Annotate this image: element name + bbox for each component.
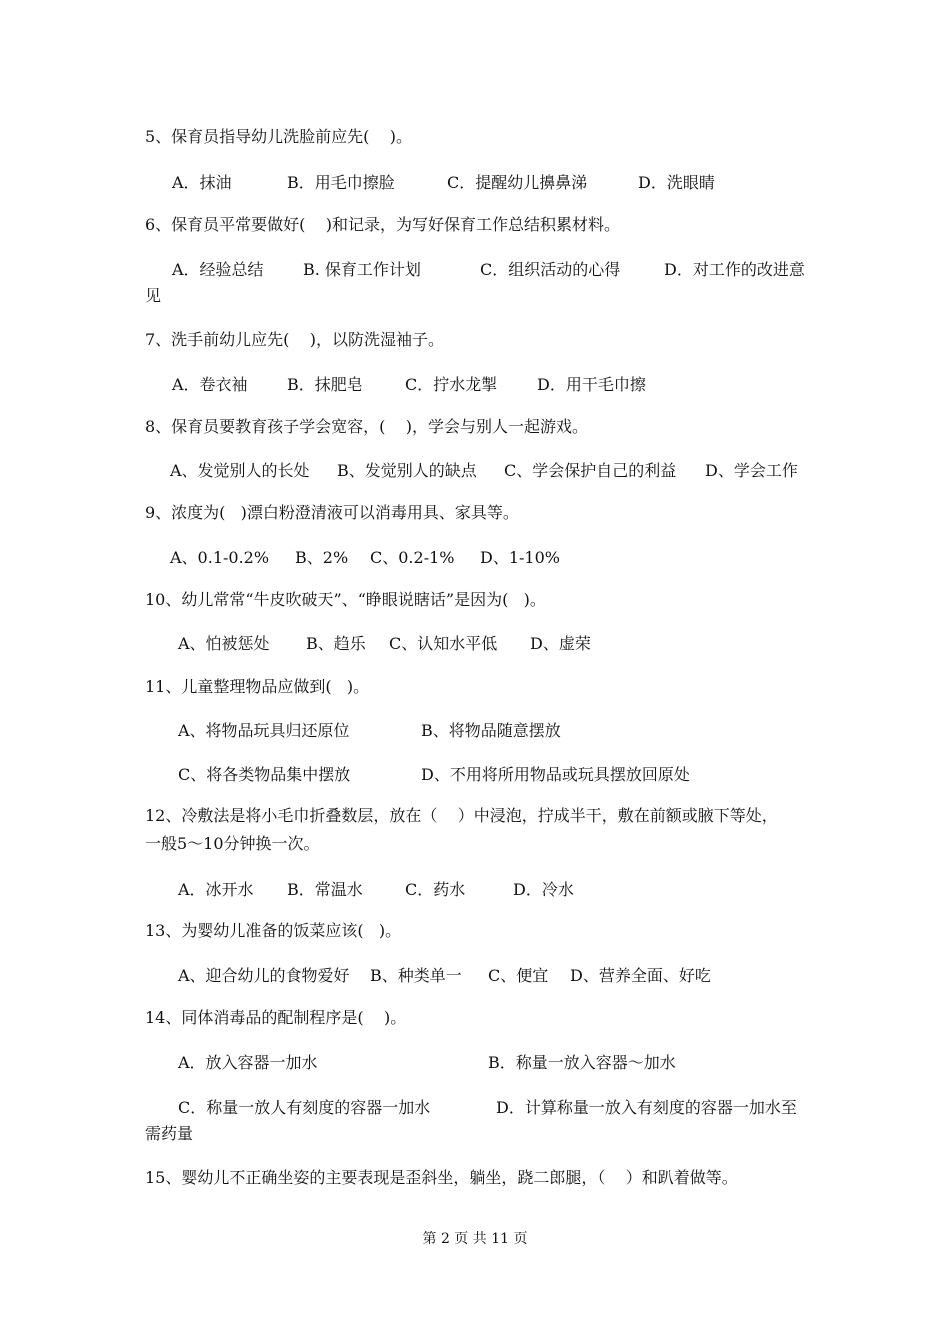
option-a: A．冰开水 bbox=[178, 880, 254, 899]
option-d: D．洗眼睛 bbox=[638, 173, 715, 192]
option-c: C．组织活动的心得 bbox=[480, 260, 621, 279]
option-d: D．计算称量一放入有刻度的容器一加水至 bbox=[496, 1098, 797, 1117]
option-d: D、学会工作 bbox=[705, 461, 798, 480]
question-13-stem: 13、为婴幼儿准备的饭菜应该( )。 bbox=[145, 921, 402, 940]
option-d: D．用干毛巾擦 bbox=[537, 375, 646, 394]
option-a: A．放入容器一加水 bbox=[178, 1053, 318, 1072]
option-c: C．拧水龙掣 bbox=[405, 375, 498, 394]
option-b: B、趋乐 bbox=[306, 634, 366, 653]
question-12-continuation: 一般5～10分钟换一次。 bbox=[145, 834, 320, 853]
option-c: C．药水 bbox=[405, 880, 466, 899]
option-b: B、种类单一 bbox=[370, 966, 462, 985]
option-a: A．抹油 bbox=[172, 173, 232, 192]
question-7-stem: 7、洗手前幼儿应先( )，以防洗湿袖子。 bbox=[145, 330, 445, 349]
option-d: D．冷水 bbox=[513, 880, 574, 899]
question-10-stem: 10、幼儿常常“牛皮吹破天”、“睁眼说瞎话”是因为( )。 bbox=[145, 590, 546, 609]
option-a: A．卷衣袖 bbox=[172, 375, 248, 394]
option-a: A、0.1-0.2% bbox=[170, 548, 270, 567]
option-b: B、2% bbox=[295, 548, 349, 567]
option-b: B、将物品随意摆放 bbox=[421, 721, 561, 740]
option-c: C、学会保护自己的利益 bbox=[504, 461, 677, 480]
question-15-stem: 15、婴幼儿不正确坐姿的主要表现是歪斜坐，躺坐，跷二郎腿，（ ）和趴着做等。 bbox=[145, 1168, 738, 1187]
option-c: C、将各类物品集中摆放 bbox=[178, 765, 351, 784]
option-d: D、不用将所用物品或玩具摆放回原处 bbox=[421, 765, 690, 784]
question-11-stem: 11、儿童整理物品应做到( )。 bbox=[145, 677, 370, 696]
option-d: D、1-10% bbox=[480, 548, 560, 567]
option-a: A、迎合幼儿的食物爱好 bbox=[178, 966, 350, 985]
question-14-stem: 14、同体消毒品的配制程序是( )。 bbox=[145, 1008, 407, 1027]
option-d: D、虚荣 bbox=[530, 634, 591, 653]
option-c: C．称量一放人有刻度的容器一加水 bbox=[178, 1098, 431, 1117]
question-6-continuation: 见 bbox=[145, 286, 162, 305]
option-a: A、发觉别人的长处 bbox=[170, 461, 310, 480]
option-b: B. 保育工作计划 bbox=[303, 260, 421, 279]
option-a: A、将物品玩具归还原位 bbox=[178, 721, 350, 740]
option-c: C、认知水平低 bbox=[389, 634, 498, 653]
question-6-stem: 6、保育员平常要做好( )和记录，为写好保育工作总结积累材料。 bbox=[145, 215, 621, 234]
option-b: B．抹肥皂 bbox=[287, 375, 363, 394]
option-d: D．对工作的改进意 bbox=[664, 260, 805, 279]
option-a: A．经验总结 bbox=[172, 260, 264, 279]
option-b: B、发觉别人的缺点 bbox=[337, 461, 477, 480]
question-8-stem: 8、保育员要教育孩子学会宽容，( )，学会与别人一起游戏。 bbox=[145, 417, 589, 436]
question-14-continuation: 需药量 bbox=[145, 1124, 194, 1143]
question-9-stem: 9、浓度为( )漂白粉澄清液可以消毒用具、家具等。 bbox=[145, 503, 519, 522]
option-b: B．用毛巾擦脸 bbox=[287, 173, 395, 192]
option-b: B．称量一放入容器～加水 bbox=[488, 1053, 676, 1072]
option-c: C、便宜 bbox=[488, 966, 549, 985]
question-12-stem: 12、冷敷法是将小毛巾折叠数层，放在（ ）中浸泡，拧成半干，敷在前额或腋下等处， bbox=[145, 806, 778, 825]
page-number-footer: 第 2 页 共 11 页 bbox=[422, 1231, 528, 1247]
option-d: D、营养全面、好吃 bbox=[570, 966, 711, 985]
option-a: A、怕被惩处 bbox=[178, 634, 270, 653]
option-c: C．提醒幼儿擤鼻涕 bbox=[447, 173, 588, 192]
question-5-stem: 5、保育员指导幼儿洗脸前应先( )。 bbox=[145, 127, 413, 146]
option-c: C、0.2-1% bbox=[370, 548, 455, 567]
option-b: B．常温水 bbox=[287, 880, 363, 899]
